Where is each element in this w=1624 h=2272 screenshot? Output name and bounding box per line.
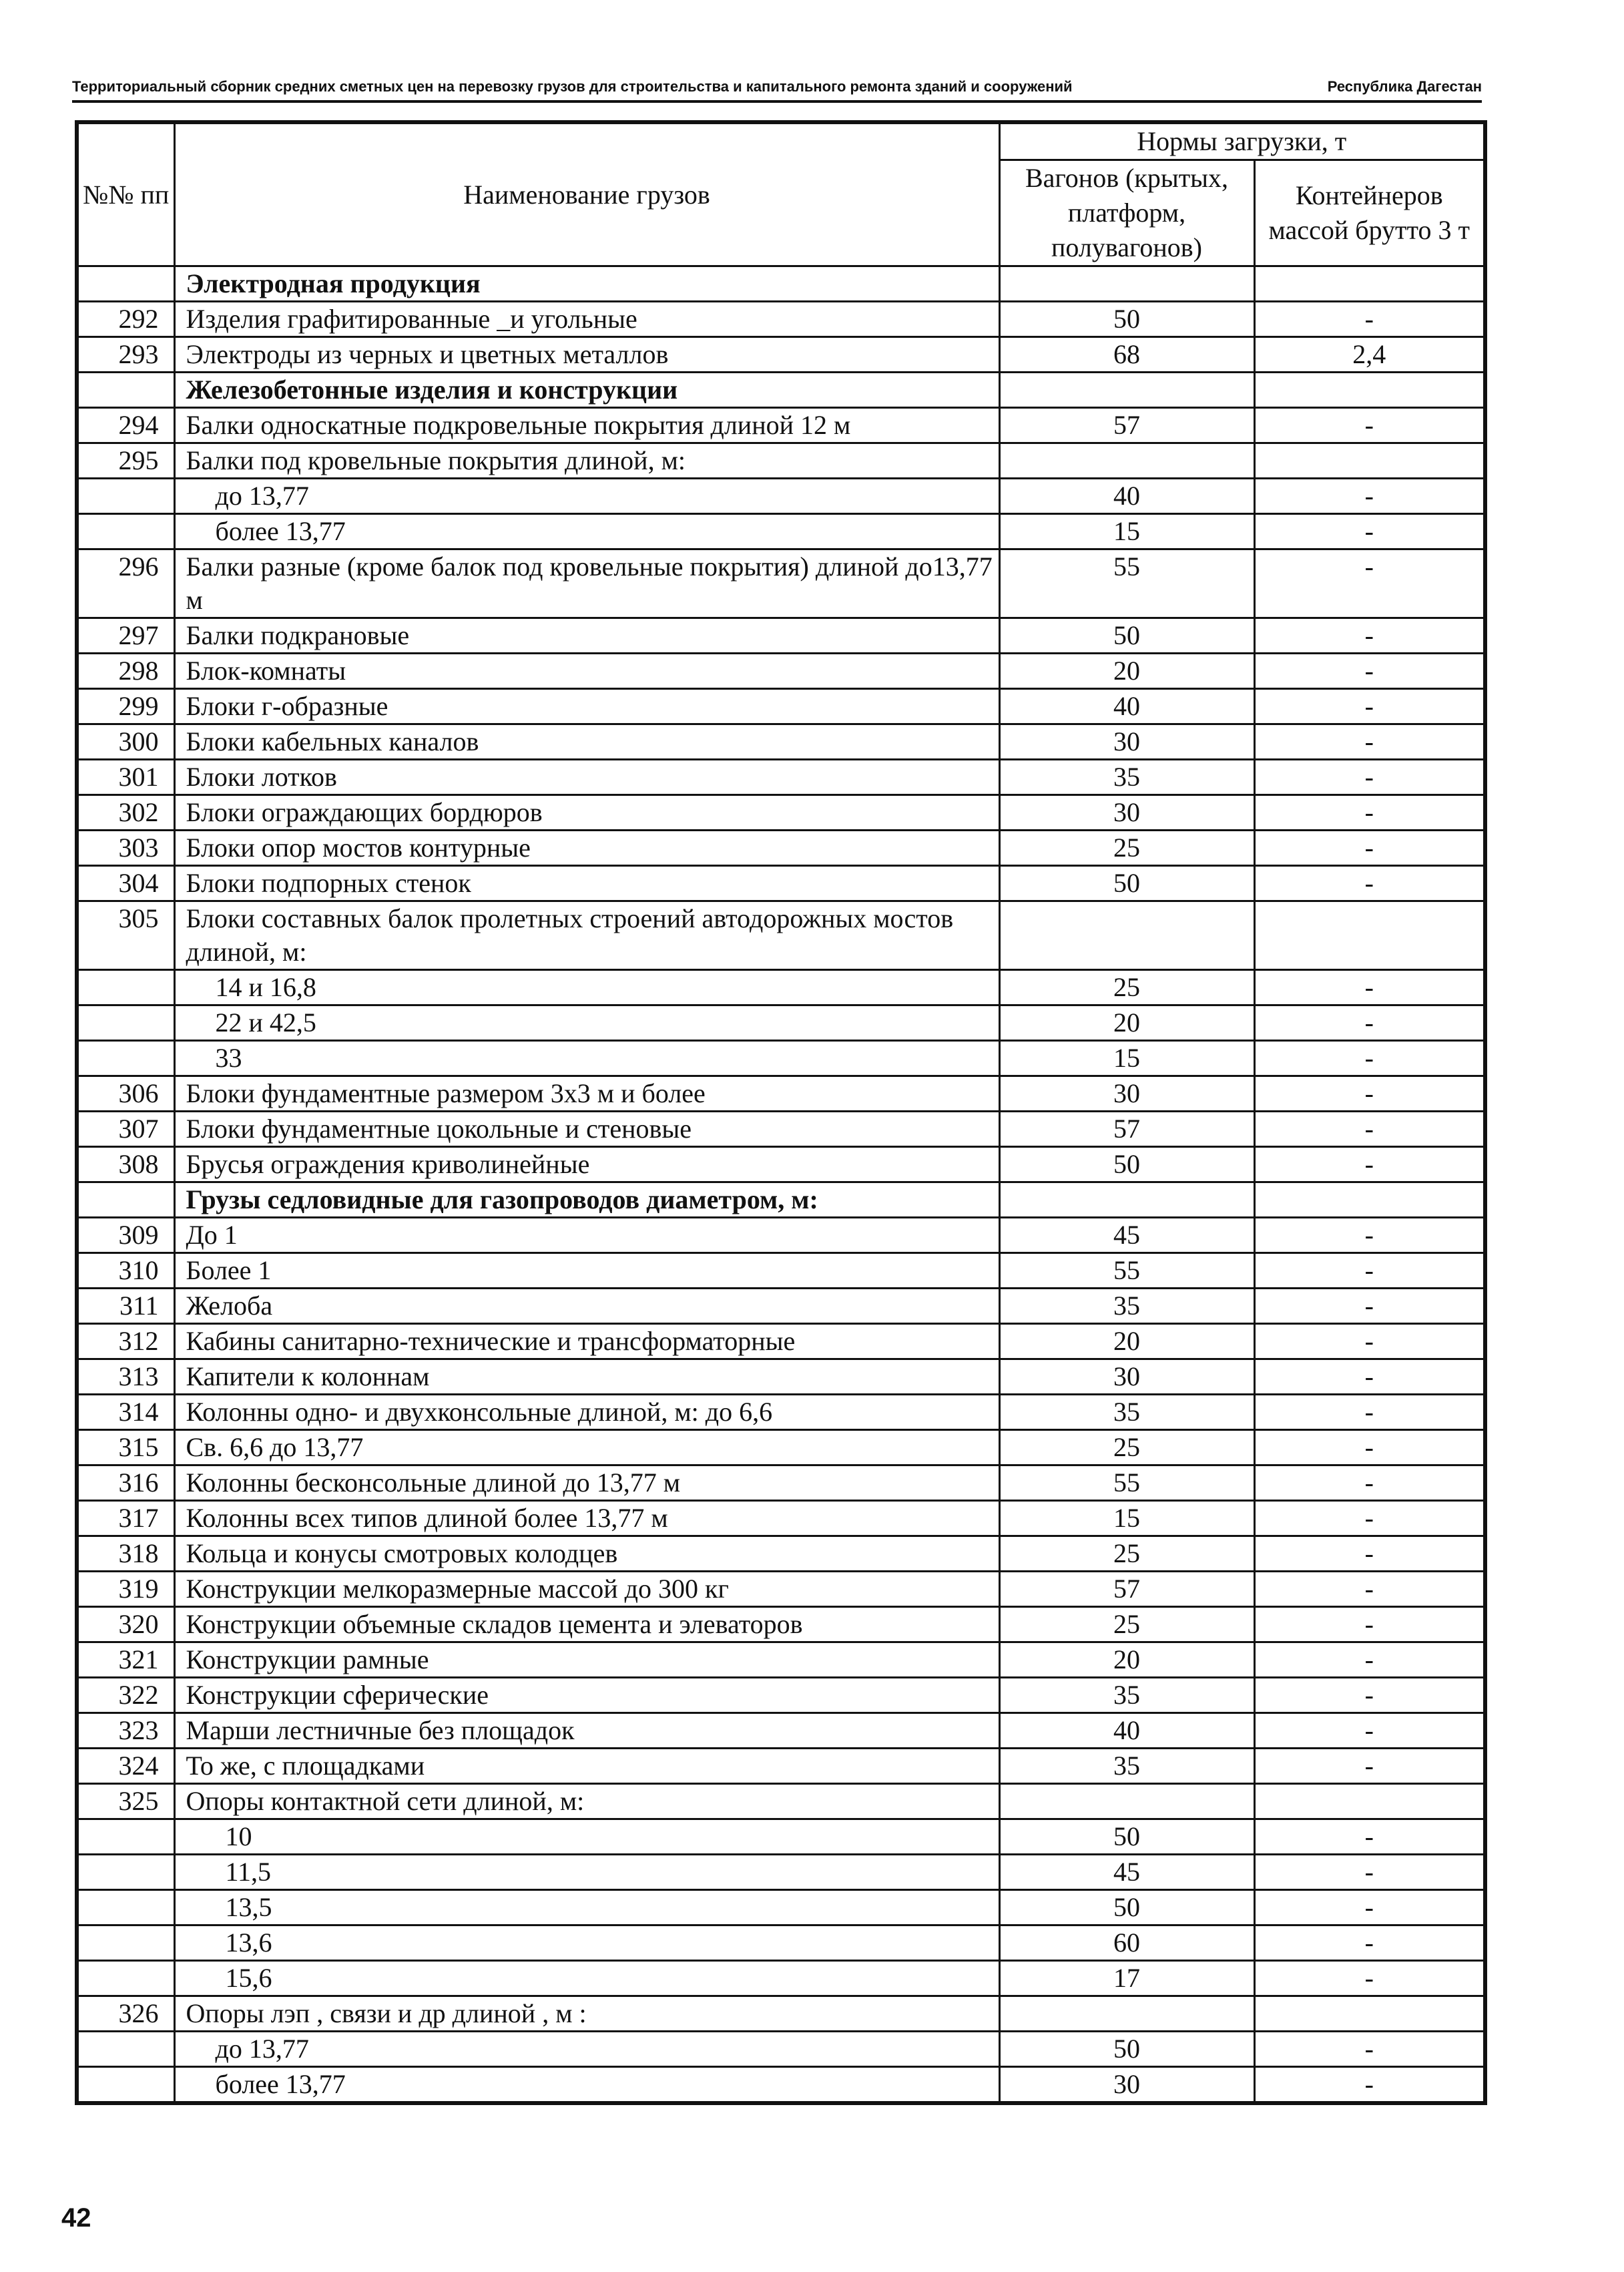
wagon-norm [999, 1784, 1254, 1819]
row-number [77, 373, 174, 408]
cargo-name: Изделия графитированные _и угольные [174, 302, 999, 337]
row-number: 314 [77, 1395, 174, 1430]
row-number: 307 [77, 1112, 174, 1147]
row-number: 325 [77, 1784, 174, 1819]
row-number: 323 [77, 1713, 174, 1749]
cargo-name: Балки односкатные подкровельные покрытия длиной 12 м [174, 408, 999, 443]
table-row [77, 1253, 1485, 1289]
container-norm [1254, 1996, 1485, 2032]
cargo-name: 10 [174, 1819, 999, 1855]
row-number [77, 514, 174, 549]
running-header-region: Республика Дагестан [1327, 78, 1482, 95]
container-norm: - [1254, 1112, 1485, 1147]
table-row [77, 654, 1485, 689]
running-header [72, 75, 1482, 99]
row-number: 309 [77, 1218, 174, 1253]
wagon-norm: 60 [999, 1925, 1254, 1961]
wagon-norm: 40 [999, 1713, 1254, 1749]
wagon-norm: 50 [999, 1890, 1254, 1925]
row-number: 315 [77, 1430, 174, 1465]
table-row [77, 373, 1485, 408]
wagon-norm: 50 [999, 2032, 1254, 2067]
table-row [77, 1041, 1485, 1076]
row-number: 317 [77, 1501, 174, 1536]
table-row [77, 302, 1485, 337]
cargo-name: Кольца и конусы смотровых колодцев [174, 1536, 999, 1572]
container-norm: - [1254, 1005, 1485, 1041]
wagon-norm: 20 [999, 1005, 1254, 1041]
table-row [77, 1819, 1485, 1855]
wagon-norm: 25 [999, 1607, 1254, 1642]
row-number: 316 [77, 1465, 174, 1501]
wagon-norm [999, 373, 1254, 408]
wagon-norm: 50 [999, 1819, 1254, 1855]
wagon-norm [999, 901, 1254, 970]
row-number [77, 1855, 174, 1890]
cargo-name: Колонны одно- и двухконсольные длиной, м: до 6,6 [174, 1395, 999, 1430]
cargo-name: Конструкции сферические [174, 1678, 999, 1713]
row-number: 303 [77, 831, 174, 866]
table-row [77, 1678, 1485, 1713]
wagon-norm: 35 [999, 760, 1254, 795]
cargo-name: Балки разные (кроме балок под кровельные покрытия) длиной до13,77 м [174, 549, 999, 618]
table-row [77, 1572, 1485, 1607]
cargo-name: Блоки составных балок пролетных строений автодорожных мостов длиной, м: [174, 901, 999, 970]
wagon-norm: 30 [999, 724, 1254, 760]
wagon-norm: 40 [999, 689, 1254, 724]
wagon-norm: 35 [999, 1749, 1254, 1784]
wagon-norm [999, 443, 1254, 479]
cargo-name: Конструкции мелкоразмерные массой до 300 кг [174, 1572, 999, 1607]
wagon-norm: 35 [999, 1289, 1254, 1324]
cargo-name: до 13,77 [174, 2032, 999, 2067]
cargo-name: Электродная продукция [174, 266, 999, 302]
cargo-name: Блоки кабельных каналов [174, 724, 999, 760]
wagon-norm: 35 [999, 1678, 1254, 1713]
container-norm: - [1254, 689, 1485, 724]
container-norm: - [1254, 408, 1485, 443]
row-number: 312 [77, 1324, 174, 1359]
row-number: 320 [77, 1607, 174, 1642]
header-wagons: Вагонов (крытых, платформ, полувагонов) [999, 160, 1254, 266]
container-norm: - [1254, 1430, 1485, 1465]
wagon-norm: 50 [999, 1147, 1254, 1182]
table-row [77, 549, 1485, 618]
container-norm: - [1254, 1253, 1485, 1289]
container-norm: - [1254, 302, 1485, 337]
cargo-name: Балки под кровельные покрытия длиной, м: [174, 443, 999, 479]
cargo-name: То же, с площадками [174, 1749, 999, 1784]
container-norm: - [1254, 1359, 1485, 1395]
row-number [77, 1182, 174, 1218]
table-row [77, 408, 1485, 443]
row-number: 322 [77, 1678, 174, 1713]
table-row [77, 1713, 1485, 1749]
row-number: 321 [77, 1642, 174, 1678]
header-load-norms: Нормы загрузки, т [999, 122, 1485, 160]
cargo-load-norms-table [75, 120, 1487, 2105]
cargo-name: Балки подкрановые [174, 618, 999, 654]
container-norm: - [1254, 2032, 1485, 2067]
container-norm: - [1254, 1855, 1485, 1890]
container-norm: - [1254, 1041, 1485, 1076]
table-row [77, 514, 1485, 549]
wagon-norm: 15 [999, 514, 1254, 549]
row-number [77, 1890, 174, 1925]
header-rule [72, 100, 1482, 103]
table-row [77, 689, 1485, 724]
row-number: 301 [77, 760, 174, 795]
table-row [77, 1289, 1485, 1324]
wagon-norm: 57 [999, 1572, 1254, 1607]
table-row [77, 1536, 1485, 1572]
container-norm: - [1254, 795, 1485, 831]
container-norm: - [1254, 1289, 1485, 1324]
container-norm: - [1254, 1147, 1485, 1182]
wagon-norm: 25 [999, 1536, 1254, 1572]
container-norm: - [1254, 1749, 1485, 1784]
cargo-name: Блоки фундаментные размером 3х3 м и более [174, 1076, 999, 1112]
container-norm: 2,4 [1254, 337, 1485, 373]
wagon-norm: 15 [999, 1041, 1254, 1076]
cargo-name: Конструкции объемные складов цемента и элеваторов [174, 1607, 999, 1642]
table-row [77, 831, 1485, 866]
table-row [77, 901, 1485, 970]
table-row [77, 1005, 1485, 1041]
table-row [77, 1749, 1485, 1784]
cargo-name: Более 1 [174, 1253, 999, 1289]
table-row [77, 1961, 1485, 1996]
wagon-norm: 20 [999, 1324, 1254, 1359]
row-number: 326 [77, 1996, 174, 2032]
table-row [77, 760, 1485, 795]
wagon-norm: 50 [999, 618, 1254, 654]
row-number: 300 [77, 724, 174, 760]
container-norm: - [1254, 1324, 1485, 1359]
table-row [77, 970, 1485, 1005]
table-row [77, 618, 1485, 654]
row-number: 295 [77, 443, 174, 479]
row-number: 313 [77, 1359, 174, 1395]
row-number: 318 [77, 1536, 174, 1572]
container-norm: - [1254, 654, 1485, 689]
wagon-norm: 20 [999, 654, 1254, 689]
row-number [77, 266, 174, 302]
row-number: 310 [77, 1253, 174, 1289]
table-row [77, 443, 1485, 479]
table-row [77, 1784, 1485, 1819]
container-norm: - [1254, 1395, 1485, 1430]
container-norm: - [1254, 724, 1485, 760]
cargo-name: Блоки опор мостов контурные [174, 831, 999, 866]
cargo-name: Колонны всех типов длиной более 13,77 м [174, 1501, 999, 1536]
table-row [77, 266, 1485, 302]
container-norm: - [1254, 1501, 1485, 1536]
table-row [77, 1147, 1485, 1182]
wagon-norm: 35 [999, 1395, 1254, 1430]
cargo-name: Св. 6,6 до 13,77 [174, 1430, 999, 1465]
wagon-norm: 50 [999, 866, 1254, 901]
table-row [77, 1359, 1485, 1395]
table-row [77, 1607, 1485, 1642]
container-norm: - [1254, 1819, 1485, 1855]
row-number: 319 [77, 1572, 174, 1607]
wagon-norm: 55 [999, 549, 1254, 618]
container-norm: - [1254, 970, 1485, 1005]
container-norm: - [1254, 1890, 1485, 1925]
wagon-norm: 25 [999, 1430, 1254, 1465]
wagon-norm: 15 [999, 1501, 1254, 1536]
cargo-name: 22 и 42,5 [174, 1005, 999, 1041]
table-row [77, 1925, 1485, 1961]
row-number: 302 [77, 795, 174, 831]
wagon-norm: 20 [999, 1642, 1254, 1678]
wagon-norm: 68 [999, 337, 1254, 373]
cargo-name: Кабины санитарно-технические и трансформаторные [174, 1324, 999, 1359]
table-row [77, 866, 1485, 901]
container-norm [1254, 266, 1485, 302]
wagon-norm: 45 [999, 1218, 1254, 1253]
row-number [77, 479, 174, 514]
wagon-norm: 25 [999, 831, 1254, 866]
table-row [77, 1996, 1485, 2032]
cargo-name: Блок-комнаты [174, 654, 999, 689]
cargo-name: Грузы седловидные для газопроводов диаметром, м: [174, 1182, 999, 1218]
row-number: 298 [77, 654, 174, 689]
container-norm: - [1254, 760, 1485, 795]
table-row [77, 1076, 1485, 1112]
cargo-name: Блоки г-образные [174, 689, 999, 724]
table-row [77, 1430, 1485, 1465]
cargo-name: Колонны бесконсольные длиной до 13,77 м [174, 1465, 999, 1501]
header-number: №№ пп [77, 122, 174, 266]
cargo-name: 33 [174, 1041, 999, 1076]
container-norm: - [1254, 1536, 1485, 1572]
page-number: 42 [61, 2203, 91, 2233]
container-norm: - [1254, 866, 1485, 901]
table-row [77, 1890, 1485, 1925]
container-norm [1254, 1784, 1485, 1819]
table-header [77, 122, 1485, 266]
cargo-name: Железобетонные изделия и конструкции [174, 373, 999, 408]
row-number: 311 [77, 1289, 174, 1324]
wagon-norm: 55 [999, 1465, 1254, 1501]
cargo-name: более 13,77 [174, 514, 999, 549]
wagon-norm: 57 [999, 408, 1254, 443]
cargo-name: 15,6 [174, 1961, 999, 1996]
table-row [77, 724, 1485, 760]
table-row [77, 1112, 1485, 1147]
row-number: 297 [77, 618, 174, 654]
table-row [77, 479, 1485, 514]
table-row [77, 1501, 1485, 1536]
cargo-name: более 13,77 [174, 2067, 999, 2104]
row-number [77, 1819, 174, 1855]
cargo-name: Блоки ограждающих бордюров [174, 795, 999, 831]
row-number: 292 [77, 302, 174, 337]
cargo-name: Брусья ограждения криволинейные [174, 1147, 999, 1182]
container-norm [1254, 901, 1485, 970]
container-norm: - [1254, 549, 1485, 618]
row-number: 324 [77, 1749, 174, 1784]
container-norm: - [1254, 831, 1485, 866]
cargo-name: 14 и 16,8 [174, 970, 999, 1005]
table-row [77, 1218, 1485, 1253]
container-norm: - [1254, 1218, 1485, 1253]
row-number: 308 [77, 1147, 174, 1182]
row-number: 306 [77, 1076, 174, 1112]
container-norm: - [1254, 1465, 1485, 1501]
table-row [77, 795, 1485, 831]
container-norm: - [1254, 618, 1485, 654]
cargo-name: Блоки лотков [174, 760, 999, 795]
table-row [77, 1465, 1485, 1501]
table-row [77, 1395, 1485, 1430]
wagon-norm: 40 [999, 479, 1254, 514]
table-row [77, 1855, 1485, 1890]
row-number: 294 [77, 408, 174, 443]
row-number [77, 1041, 174, 1076]
row-number: 305 [77, 901, 174, 970]
wagon-norm: 45 [999, 1855, 1254, 1890]
row-number [77, 1961, 174, 1996]
container-norm: - [1254, 1925, 1485, 1961]
wagon-norm: 50 [999, 302, 1254, 337]
cargo-name: Опоры контактной сети длиной, м: [174, 1784, 999, 1819]
wagon-norm [999, 1996, 1254, 2032]
table-row [77, 1324, 1485, 1359]
container-norm: - [1254, 479, 1485, 514]
wagon-norm: 30 [999, 1076, 1254, 1112]
row-number: 299 [77, 689, 174, 724]
table-body [77, 266, 1485, 2104]
header-cargo-name: Наименование грузов [174, 122, 999, 266]
cargo-name: Опоры лэп , связи и др длиной , м : [174, 1996, 999, 2032]
container-norm: - [1254, 1642, 1485, 1678]
row-number: 304 [77, 866, 174, 901]
wagon-norm [999, 266, 1254, 302]
table-row [77, 2067, 1485, 2104]
row-number: 296 [77, 549, 174, 618]
container-norm: - [1254, 1572, 1485, 1607]
container-norm: - [1254, 514, 1485, 549]
wagon-norm: 30 [999, 1359, 1254, 1395]
wagon-norm: 17 [999, 1961, 1254, 1996]
row-number [77, 2032, 174, 2067]
row-number: 293 [77, 337, 174, 373]
cargo-name: Желоба [174, 1289, 999, 1324]
wagon-norm: 57 [999, 1112, 1254, 1147]
cargo-name: Марши лестничные без площадок [174, 1713, 999, 1749]
cargo-name: до 13,77 [174, 479, 999, 514]
cargo-name: 13,5 [174, 1890, 999, 1925]
header-containers: Контейнеров массой брутто 3 т [1254, 160, 1485, 266]
table-row [77, 2032, 1485, 2067]
cargo-name: 13,6 [174, 1925, 999, 1961]
container-norm: - [1254, 1607, 1485, 1642]
wagon-norm: 25 [999, 970, 1254, 1005]
cargo-name: Блоки подпорных стенок [174, 866, 999, 901]
wagon-norm: 30 [999, 2067, 1254, 2104]
cargo-name: Электроды из черных и цветных металлов [174, 337, 999, 373]
cargo-name: До 1 [174, 1218, 999, 1253]
wagon-norm: 30 [999, 795, 1254, 831]
table-row [77, 1182, 1485, 1218]
container-norm: - [1254, 1678, 1485, 1713]
cargo-name: Конструкции рамные [174, 1642, 999, 1678]
container-norm [1254, 1182, 1485, 1218]
table-row [77, 337, 1485, 373]
wagon-norm: 55 [999, 1253, 1254, 1289]
row-number [77, 1005, 174, 1041]
running-header-title: Территориальный сборник средних сметных цен на перевозку грузов для строительства и капитального ремонта зданий и сооружений [72, 78, 1073, 95]
cargo-name: 11,5 [174, 1855, 999, 1890]
container-norm: - [1254, 1713, 1485, 1749]
table-row [77, 1642, 1485, 1678]
container-norm [1254, 443, 1485, 479]
cargo-name: Капители к колоннам [174, 1359, 999, 1395]
container-norm: - [1254, 1961, 1485, 1996]
row-number [77, 1925, 174, 1961]
row-number [77, 970, 174, 1005]
container-norm: - [1254, 2067, 1485, 2104]
cargo-name: Блоки фундаментные цокольные и стеновые [174, 1112, 999, 1147]
container-norm [1254, 373, 1485, 408]
container-norm: - [1254, 1076, 1485, 1112]
row-number [77, 2067, 174, 2104]
wagon-norm [999, 1182, 1254, 1218]
